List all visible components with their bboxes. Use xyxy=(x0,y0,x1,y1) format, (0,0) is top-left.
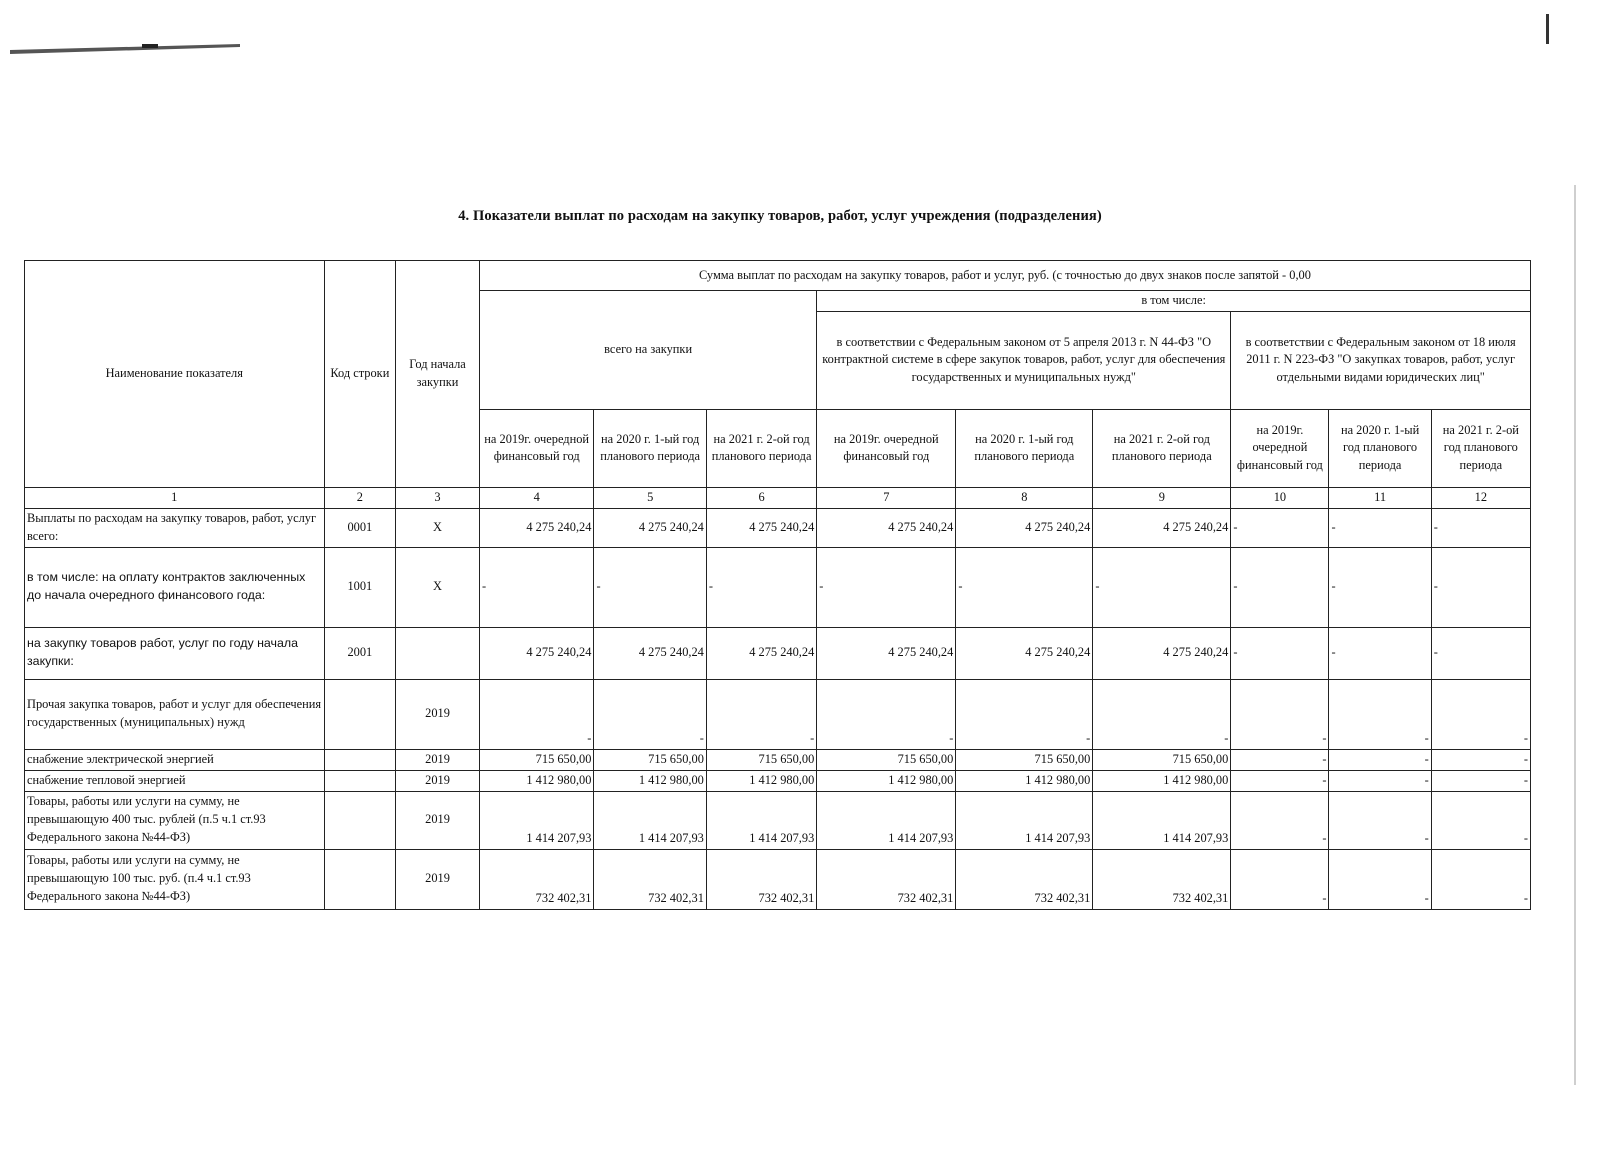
table-row xyxy=(25,679,1531,749)
row-year xyxy=(396,627,480,679)
row-code xyxy=(324,679,396,749)
header-period: на 2019г. очередной финансовый год xyxy=(817,409,956,487)
row-value: 4 275 240,24 xyxy=(1093,508,1231,547)
row-value: - xyxy=(1329,791,1431,849)
header-period: на 2020 г. 1-ый год планового периода xyxy=(956,409,1093,487)
row-value: - xyxy=(1431,749,1530,770)
row-value: - xyxy=(1231,791,1329,849)
col-number: 6 xyxy=(706,487,816,508)
row-value: 732 402,31 xyxy=(706,849,816,909)
row-value: 715 650,00 xyxy=(817,749,956,770)
row-value: - xyxy=(817,679,956,749)
table-row xyxy=(25,770,1531,791)
header-period: на 2020 г. 1-ый год планового периода xyxy=(1329,409,1431,487)
col-number: 11 xyxy=(1329,487,1431,508)
row-value: - xyxy=(1231,679,1329,749)
row-code xyxy=(324,770,396,791)
row-name: снабжение электрической энергией xyxy=(25,749,325,770)
row-year: 2019 xyxy=(396,791,480,849)
row-year: 2019 xyxy=(396,849,480,909)
header-period: на 2021 г. 2-ой год планового периода xyxy=(706,409,816,487)
header-including: в том числе: xyxy=(817,291,1531,312)
row-value: 4 275 240,24 xyxy=(817,508,956,547)
row-value: 1 412 980,00 xyxy=(956,770,1093,791)
header-period: на 2019г. очередной финансовый год xyxy=(1231,409,1329,487)
col-number: 7 xyxy=(817,487,956,508)
row-value: 1 412 980,00 xyxy=(706,770,816,791)
row-year: 2019 xyxy=(396,749,480,770)
row-value: - xyxy=(1093,547,1231,627)
row-value: 4 275 240,24 xyxy=(594,508,706,547)
row-value: 715 650,00 xyxy=(594,749,706,770)
col-number: 8 xyxy=(956,487,1093,508)
row-value: - xyxy=(479,679,594,749)
row-value: 732 402,31 xyxy=(817,849,956,909)
row-name: снабжение тепловой энергией xyxy=(25,770,325,791)
row-value: - xyxy=(1329,508,1431,547)
table-row xyxy=(25,508,1531,547)
row-value: 715 650,00 xyxy=(479,749,594,770)
procurement-table xyxy=(24,260,1531,910)
row-value: - xyxy=(1231,508,1329,547)
row-name: в том числе: на оплату контрактов заключенных до начала очередного финансового года: xyxy=(25,547,325,627)
row-name: Товары, работы или услуги на сумму, не превышающую 400 тыс. рублей (п.5 ч.1 ст.93 Федерального закона №44-ФЗ) xyxy=(25,791,325,849)
row-value: - xyxy=(1329,679,1431,749)
row-value: - xyxy=(1231,547,1329,627)
row-value: - xyxy=(1431,547,1530,627)
header-fz44: в соответствии с Федеральным законом от 5 апреля 2013 г. N 44-ФЗ "О контрактной системе в сфере закупок товаров, работ, услуг для обеспечения государственных и муниципальных нужд" xyxy=(817,311,1231,409)
row-value: - xyxy=(1431,849,1530,909)
col-number: 10 xyxy=(1231,487,1329,508)
row-value: - xyxy=(1329,749,1431,770)
row-value: 4 275 240,24 xyxy=(706,508,816,547)
row-year: X xyxy=(396,508,480,547)
row-name: на закупку товаров работ, услуг по году начала закупки: xyxy=(25,627,325,679)
table-row xyxy=(25,627,1531,679)
row-value: - xyxy=(594,679,706,749)
row-value: 715 650,00 xyxy=(706,749,816,770)
row-code xyxy=(324,849,396,909)
row-value: 1 412 980,00 xyxy=(479,770,594,791)
header-period: на 2021 г. 2-ой год планового периода xyxy=(1093,409,1231,487)
row-value: 715 650,00 xyxy=(956,749,1093,770)
row-value: 732 402,31 xyxy=(479,849,594,909)
row-value: - xyxy=(1431,508,1530,547)
row-value: - xyxy=(1329,849,1431,909)
header-fz223: в соответствии с Федеральным законом от 18 июля 2011 г. N 223-ФЗ "О закупках товаров, работ, услуг отдельными видами юридических лиц" xyxy=(1231,311,1531,409)
row-name: Товары, работы или услуги на сумму, не превышающую 100 тыс. руб. (п.4 ч.1 ст.93 Федерального закона №44-ФЗ) xyxy=(25,849,325,909)
row-value: - xyxy=(594,547,706,627)
header-name: Наименование показателя xyxy=(25,261,325,488)
row-value: 4 275 240,24 xyxy=(594,627,706,679)
row-value: - xyxy=(706,679,816,749)
col-number: 9 xyxy=(1093,487,1231,508)
row-code xyxy=(324,749,396,770)
header-period: на 2020 г. 1-ый год планового периода xyxy=(594,409,706,487)
row-value: 4 275 240,24 xyxy=(956,508,1093,547)
table-row xyxy=(25,791,1531,849)
col-number: 5 xyxy=(594,487,706,508)
row-year: 2019 xyxy=(396,679,480,749)
row-code: 2001 xyxy=(324,627,396,679)
col-number: 12 xyxy=(1431,487,1530,508)
row-value: - xyxy=(1231,849,1329,909)
row-value: 715 650,00 xyxy=(1093,749,1231,770)
row-value: - xyxy=(956,547,1093,627)
row-value: 1 414 207,93 xyxy=(956,791,1093,849)
row-value: 4 275 240,24 xyxy=(479,508,594,547)
col-number: 1 xyxy=(25,487,325,508)
row-value: - xyxy=(1231,749,1329,770)
row-code: 1001 xyxy=(324,547,396,627)
row-value: - xyxy=(1431,770,1530,791)
row-value: 4 275 240,24 xyxy=(956,627,1093,679)
row-value: 4 275 240,24 xyxy=(1093,627,1231,679)
row-value: 4 275 240,24 xyxy=(817,627,956,679)
row-code xyxy=(324,791,396,849)
row-value: - xyxy=(1231,770,1329,791)
row-value: 732 402,31 xyxy=(594,849,706,909)
scan-artifact-right xyxy=(1546,14,1549,44)
row-value: 1 412 980,00 xyxy=(817,770,956,791)
row-value: 732 402,31 xyxy=(1093,849,1231,909)
table-row xyxy=(25,547,1531,627)
row-value: - xyxy=(479,547,594,627)
row-value: - xyxy=(1431,791,1530,849)
row-value: - xyxy=(1093,679,1231,749)
row-value: 732 402,31 xyxy=(956,849,1093,909)
header-code: Код строки xyxy=(324,261,396,488)
header-period: на 2019г. очередной финансовый год xyxy=(479,409,594,487)
row-year: 2019 xyxy=(396,770,480,791)
row-value: 1 414 207,93 xyxy=(706,791,816,849)
header-total: всего на закупки xyxy=(479,291,816,410)
row-value: - xyxy=(1329,627,1431,679)
row-name: Прочая закупка товаров, работ и услуг для обеспечения государственных (муниципальных) нужд xyxy=(25,679,325,749)
row-value: 1 414 207,93 xyxy=(594,791,706,849)
row-value: - xyxy=(1431,627,1530,679)
page-title: 4. Показатели выплат по расходам на закупку товаров, работ, услуг учреждения (подразделения) xyxy=(458,208,1102,224)
row-value: 1 412 980,00 xyxy=(594,770,706,791)
row-value: 1 412 980,00 xyxy=(1093,770,1231,791)
col-number: 2 xyxy=(324,487,396,508)
row-value: - xyxy=(817,547,956,627)
header-sum-title: Сумма выплат по расходам на закупку товаров, работ и услуг, руб. (с точностью до двух знаков после запятой - 0,00 xyxy=(479,261,1530,291)
scan-artifact-top xyxy=(10,44,240,54)
row-value: - xyxy=(1329,770,1431,791)
header-period: на 2021 г. 2-ой год планового периода xyxy=(1431,409,1530,487)
row-code: 0001 xyxy=(324,508,396,547)
row-value: - xyxy=(956,679,1093,749)
row-value: 4 275 240,24 xyxy=(479,627,594,679)
scan-page-edge xyxy=(1574,185,1576,1085)
row-value: - xyxy=(1231,627,1329,679)
row-value: 1 414 207,93 xyxy=(1093,791,1231,849)
table-row xyxy=(25,849,1531,909)
row-value: - xyxy=(706,547,816,627)
col-number: 4 xyxy=(479,487,594,508)
row-value: - xyxy=(1329,547,1431,627)
row-year: X xyxy=(396,547,480,627)
header-year: Год начала закупки xyxy=(396,261,480,488)
row-value: 1 414 207,93 xyxy=(479,791,594,849)
row-value: 1 414 207,93 xyxy=(817,791,956,849)
row-name: Выплаты по расходам на закупку товаров, работ, услуг всего: xyxy=(25,508,325,547)
row-value: 4 275 240,24 xyxy=(706,627,816,679)
row-value: - xyxy=(1431,679,1530,749)
col-number: 3 xyxy=(396,487,480,508)
table-row xyxy=(25,749,1531,770)
